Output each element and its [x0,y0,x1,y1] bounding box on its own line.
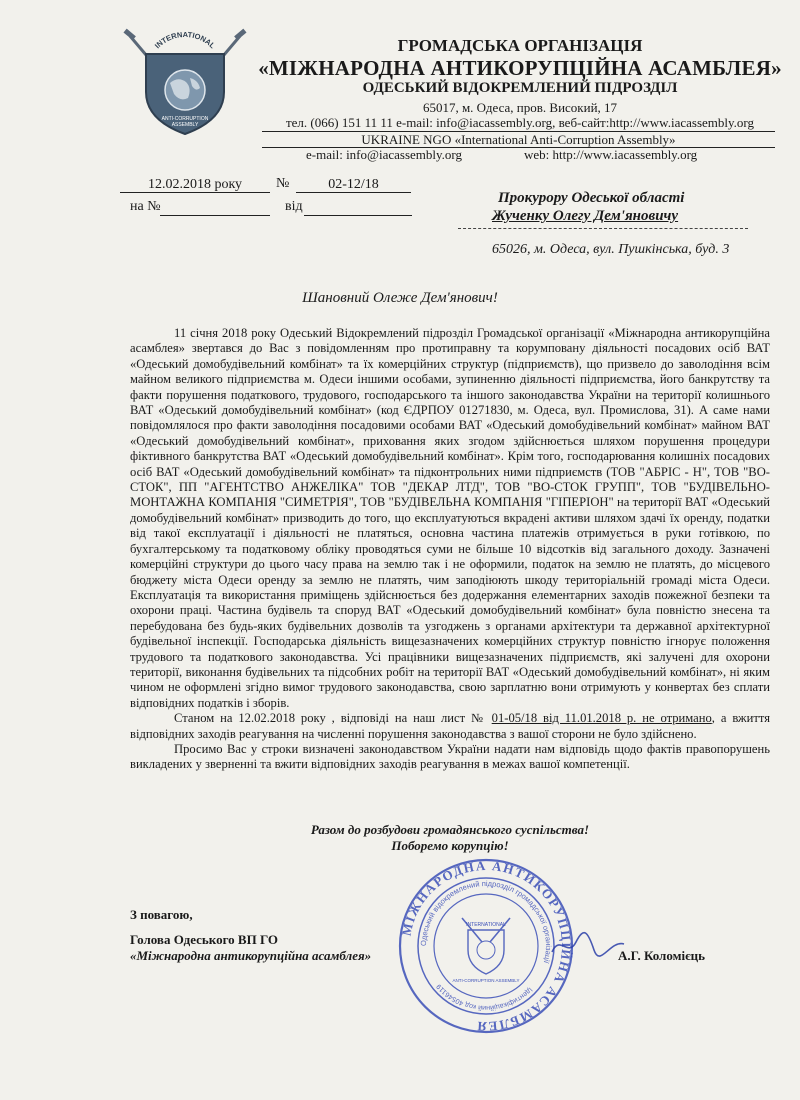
from-label: від [285,199,303,214]
recipient-address: 65026, м. Одеса, вул. Пушкінська, буд. 3 [492,242,730,257]
body-paragraph-1: 11 січня 2018 року Одеський Відокремлений підрозділ Громадської організації «Міжнародна антикорупційна асамблея» звертався до Вас з повідомленням про протиправну та корумповану діяльності посадових осіб ВАТ «Одеський домобудівельний комбінат» та їх комерційних структур (підприємств), що призвело до заволодіння всім майном великого підприємства м. Одеси іншими особами, зупиненню діяльності підприємства, його банкрутству та факти порушення податкового, трудового, господарського та іншого законодавства України на території колишнього ВАТ «Одеський домобудівельний комбінат» (код ЄДРПОУ 01271830, м. Одеса, вул. Промислова, 31). А саме нами повідомлялося про факти заволодіння посадовими особами ВАТ «Одеський домобудівельний комбінат» майном ВАТ «Одеський домобудівельний комбінат», приховання яких згодом здійснюється шляхом порушення процедури фіктивного банкрутства ВАТ «Одеський домобудівельний комбінат». Крім того, господарювання колишніх посадових осіб ВАТ «Одеський домобудівельний комбінат» та підконтрольних ними підприємств (ТОВ "АБРІС - Н", ТОВ "ВО-СТОК", ПП "АГЕНТСТВО АНЖЕЛІКА" ТОВ "ДЕКАР ЛТД", ТОВ "ВО-СТОК ГРУПП", ТОВ "БУДІВЕЛЬНО-МОНТАЖНА КОМПАНІЯ "СИМЕТРІЯ", ТОВ "БУДІВЕЛЬНА КОМПАНІЯ "ГІПЕРІОН" на території ВАТ «Одеський домобудівельний комбінат» призводить до того, що експлуатуються вкрадені активи шляхом здачі їх оренду, податки від такої експлуатації і діяльності не платяться, основна частина платежів отримується в руки готівкою, по бухгалтерському та податковому обліку проводяться суми не більше 10 відсотків від загального доходу. Зазначені комерційні структури до цього часу права на землю так і не оформили, податок на землю не платять, до місцевого бюджету міста Одеси оренду за землю не платять, чим заподіюють шкоду територіальній громаді міста Одеси. Експлуатація та використання приміщень здійснюється без додержання елементарних заходів пожежної безпеки та охорони праці. Частина будівель та споруд ВАТ «Одеський домобудівельний комбінат» була повністю знесена та перебудована без будь-яких будівельних дозволів та узгоджень з органами архітектури та державної архітектурної будівельної інспекції. Господарська діяльність вищезазначених комерційних структур повністю ігнорує положення трудового та податкового законодавства. Усі працівники вищезазначених підприємств, які залучені для охорони території, виконання будівельних та підсобних робіт на території ВАТ «Одеський домобудівельний комбінат», ні яким чином не оформлені згідно вимог трудового законодавства, свою зарплатню вони отримують у конвертах без сплати відповідних податків і зборів. [130,326,770,710]
salutation: Шановний Олеже Дем'янович! [302,290,498,306]
recipient-title: Прокурору Одеської області [498,190,685,206]
body-paragraph-3: Просимо Вас у строки визначені законодавством України надати нам відповідь щодо фактів правопорушень викладених у зверненні та вжити відповідних заходів реагування в межах вашої компетенції. [130,741,770,772]
letter-body [130,326,770,773]
recipient-divider [458,228,748,229]
signer-position-1: Голова Одеського ВП ГО [130,932,279,947]
svg-text:INTERNATIONAL [153,30,217,51]
logo-bottom-text-2: ASSEMBLY [171,122,199,128]
closing-slogan-1: Разом до розбудови громадянського суспільства! [310,822,590,837]
closing-slogan-2: Поборемо корупцію! [391,838,509,853]
english-web: web: http://www.iacassembly.org [524,147,698,162]
org-name-english: UKRAINE NGO «International Anti-Corruption Assembly» [361,132,676,147]
org-division: ОДЕСЬКИЙ ВІДОКРЕМЛЕНИЙ ПІДРОЗДІЛ [362,80,678,96]
org-address: 65017, м. Одеса, пров. Високий, 17 [422,100,618,115]
organization-logo [118,28,252,138]
org-contacts: тел. (066) 151 11 11 e-mail: info@iacassembly.org, веб-сайт:http://www.iacassembly.org [285,115,755,130]
incoming-label: на № [130,199,161,214]
stamp-outer-text: МІЖНАРОДНА АНТИКОРУПЦІЙНА АСАМБЛЕЯ [398,857,575,1035]
body-p2-start: Станом на 12.02.2018 року , відповіді на наш лист № [174,711,492,726]
logo-arc-text: INTERNATIONAL [152,30,218,51]
stamp-center-bottom: ANTI-CORRUPTION ASSEMBLY [452,978,520,983]
body-p2-underlined: 01-05/18 від 11.01.2018 р. не отримано [491,711,712,726]
incoming-number-blank [160,201,270,216]
body-paragraph-2 [130,711,770,742]
outgoing-date: 12.02.2018 року [120,178,270,193]
number-label: № [276,176,290,191]
stamp-code: Ідентифікаційний код 40546119 [435,982,534,1012]
stamp-inner-text: Одеський відокремлений підрозділ громадської організації [418,878,554,965]
incoming-date-blank [304,201,412,216]
signer-name: А.Г. Коломієць [618,948,706,963]
logo-bottom-text: ANTI-CORRUPTION [161,116,209,122]
org-name-line2: «МІЖНАРОДНА АНТИКОРУПЦІЙНА АСАМБЛЕЯ» [258,56,782,80]
sign-off: З повагою, [130,907,193,922]
signer-position-2: «Міжнародна антикорупційна асамблея» [130,948,372,963]
body-p2-end: , а вжиття відповідних заходів реагування на численні порушення законодавства з вашої сторони не було здійснено. [130,711,770,741]
english-email: e-mail: info@iacassembly.org [306,147,463,162]
stamp-center-top: INTERNATIONAL [466,922,506,928]
outgoing-number: 02-12/18 [296,178,411,193]
handwritten-signature [548,930,628,960]
org-name-line1: ГРОМАДСЬКА ОРГАНІЗАЦІЯ [397,36,643,55]
recipient-name: Жученку Олегу Дем'яновичу [492,208,679,224]
